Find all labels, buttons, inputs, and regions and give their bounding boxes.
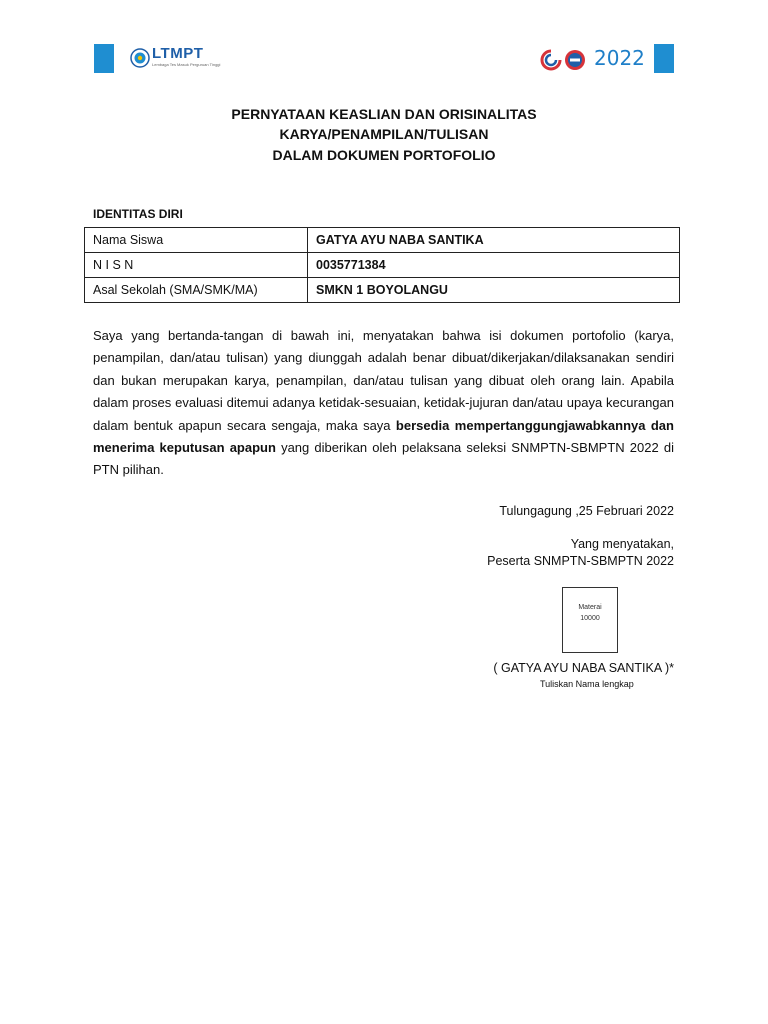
table-row	[85, 253, 680, 278]
signatory-name-hint: Tuliskan Nama lengkap	[540, 679, 634, 689]
signatory-line-2: Peserta SNMPTN-SBMPTN 2022	[487, 554, 674, 568]
student-name-label: Nama Siswa	[85, 228, 308, 253]
identity-table	[84, 227, 680, 303]
school-value: SMKN 1 BOYOLANGU	[308, 278, 680, 303]
stamp-box	[562, 587, 618, 653]
statement-paragraph	[93, 325, 674, 482]
ltmpt-logo-subtext: Lembaga Tes Masuk Perguruan Tinggi	[152, 62, 221, 67]
sbmptn-logo-icon	[564, 49, 586, 71]
snmptn-logo-icon	[540, 49, 562, 71]
table-row	[85, 228, 680, 253]
document-title-line-3: DALAM DOKUMEN PORTOFOLIO	[272, 147, 496, 163]
header-right-bar	[654, 44, 674, 73]
event-year: 2022	[594, 46, 645, 70]
ltmpt-logo-icon	[130, 48, 150, 68]
document-title-line-2: KARYA/PENAMPILAN/TULISAN	[279, 126, 489, 142]
school-label: Asal Sekolah (SMA/SMK/MA)	[85, 278, 308, 303]
identity-heading: IDENTITAS DIRI	[93, 207, 183, 221]
place-date: Tulungagung ,25 Februari 2022	[499, 504, 674, 518]
header-left-bar	[94, 44, 114, 73]
nisn-value: 0035771384	[308, 253, 680, 278]
statement-text-start: Saya yang bertanda-tangan di bawah ini, menyatakan bahwa isi dokumen portofolio (karya, penampilan, dan/atau tulisan) yang diunggah adalah benar dibuat/dikerjakan/dilaksanakan sendiri dan bukan merupakan karya, penampilan, dan/atau tulisan yang dibuat oleh orang lain. Apabila dalam proses evaluasi ditemui adanya ketidak-sesuaian, ketidak-jujuran dan/atau upaya kecurangan dalam bentuk apapun secara sengaja, maka saya	[93, 328, 674, 433]
ltmpt-logo-text: LTMPT	[152, 45, 204, 62]
event-logos	[540, 46, 645, 72]
nisn-label: N I S N	[85, 253, 308, 278]
ltmpt-logo	[130, 46, 220, 70]
document-title-line-1: PERNYATAAN KEASLIAN DAN ORISINALITAS	[231, 106, 537, 122]
table-row	[85, 278, 680, 303]
stamp-label: Materai	[578, 604, 602, 611]
signatory-name: ( GATYA AYU NABA SANTIKA )*	[493, 661, 674, 675]
stamp-value: 10000	[580, 615, 600, 622]
signatory-line-1: Yang menyatakan,	[570, 537, 674, 551]
student-name-value: GATYA AYU NABA SANTIKA	[308, 228, 680, 253]
statement-text-end: yang diberikan oleh pelaksana seleksi SNMPTN-SBMPTN 2022 di PTN pilihan.	[93, 440, 674, 478]
statement-text-bold: bersedia mempertanggungjawabkannya dan menerima keputusan apapun	[93, 417, 674, 456]
